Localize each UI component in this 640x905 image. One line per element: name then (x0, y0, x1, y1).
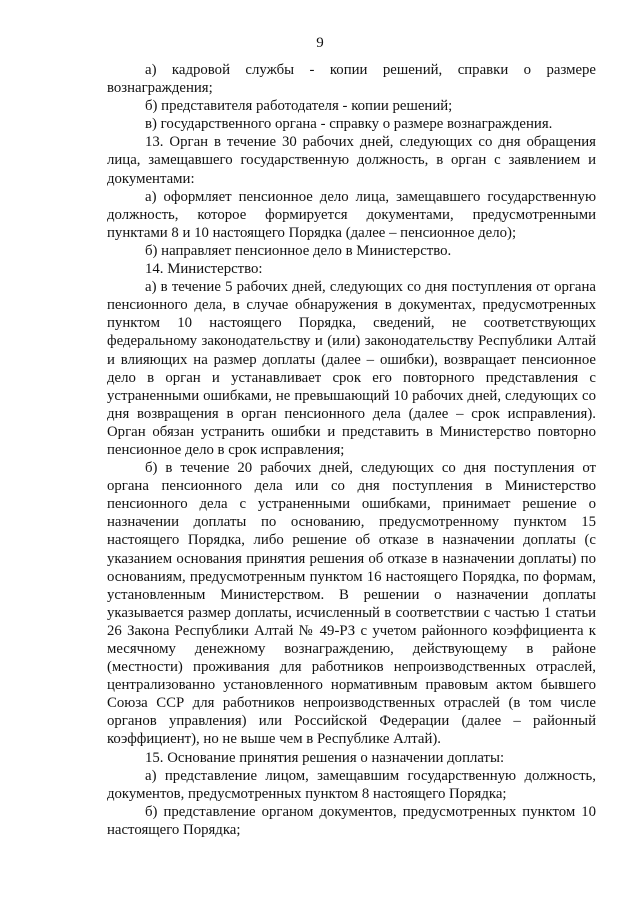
paragraph-12a: а) кадровой службы - копии решений, справки о размере вознаграждения; (107, 62, 596, 97)
paragraph-14: 14. Министерство: (145, 261, 263, 278)
paragraph-13b: б) направляет пенсионное дело в Министерство. (145, 242, 452, 259)
paragraph-14b: б) в течение 20 рабочих дней, следующих со дня поступления от органа пенсионного дела или со дня поступления в Министерство пенсионного дела с устраненными ошибками, принимает решение о назначении доплаты по основанию, предусмотренному пунктом 15 настоящего Порядка, либо решение об отказе в назначении доплаты (с указанием основания принятия решения об отказе в назначении доплаты) по основаниям, предусмотренным пунктом 16 настоящего Порядка, по формам, установленным Министерством. В решении о назначении доплаты указывается размер доплаты, исчисленный в соответствии с частью 1 статьи 26 Закона Республики Алтай № 49-РЗ с учетом районного коэффициента к месячному денежному вознаграждению, действующему в районе (местности) проживания для работников непроизводственных отраслей, централизованно установленного нормативным правовым актом бывшего Союза ССР для работников непроизводственных отраслей (в том числе органов управления) или Российской Федерации (далее – районный коэффициент), но не выше чем в Республике Алтай). (107, 460, 596, 748)
page-number: 9 (316, 35, 324, 51)
paragraph-13a: а) оформляет пенсионное дело лица, замещавшего государственную должность, которое формируется документами, предусмотренными пунктами 8 и 10 настоящего Порядка (далее – пенсионное дело); (107, 188, 596, 241)
paragraph-12b: б) представителя работодателя - копии решений; (145, 98, 453, 115)
paragraph-15a: а) представление лицом, замещавшим государственную должность, документов, предусмотренных пунктом 8 настоящего Порядка; (107, 767, 596, 802)
paragraph-15: 15. Основание принятия решения о назначении доплаты: (145, 749, 505, 766)
document-body (107, 61, 596, 839)
paragraph-14a: а) в течение 5 рабочих дней, следующих со дня поступления от органа пенсионного дела, в случае обнаружения в документах, предусмотренных пунктом 10 настоящего Порядка, сведений, не соответствующих федеральному законодательству и (или) законодательству Республики Алтай и влияющих на размер доплаты (далее – ошибки), возвращает пенсионное дело в орган и устанавливает срок его повторного представления с устраненными ошибками, не превышающий 10 рабочих дней, следующих со дня возвращения в орган пенсионного дела (далее – срок исправления). Орган обязан устранить ошибки и представить в Министерство повторно пенсионное дело в срок исправления; (107, 279, 596, 458)
paragraph-15b: б) представление органом документов, предусмотренных пунктом 10 настоящего Порядка; (107, 803, 596, 838)
paragraph-12c: в) государственного органа - справку о размере вознаграждения. (145, 116, 553, 133)
paragraph-13: 13. Орган в течение 30 рабочих дней, следующих со дня обращения лица, замещавшего государственную должность, в орган с заявлением и документами: (107, 134, 596, 187)
